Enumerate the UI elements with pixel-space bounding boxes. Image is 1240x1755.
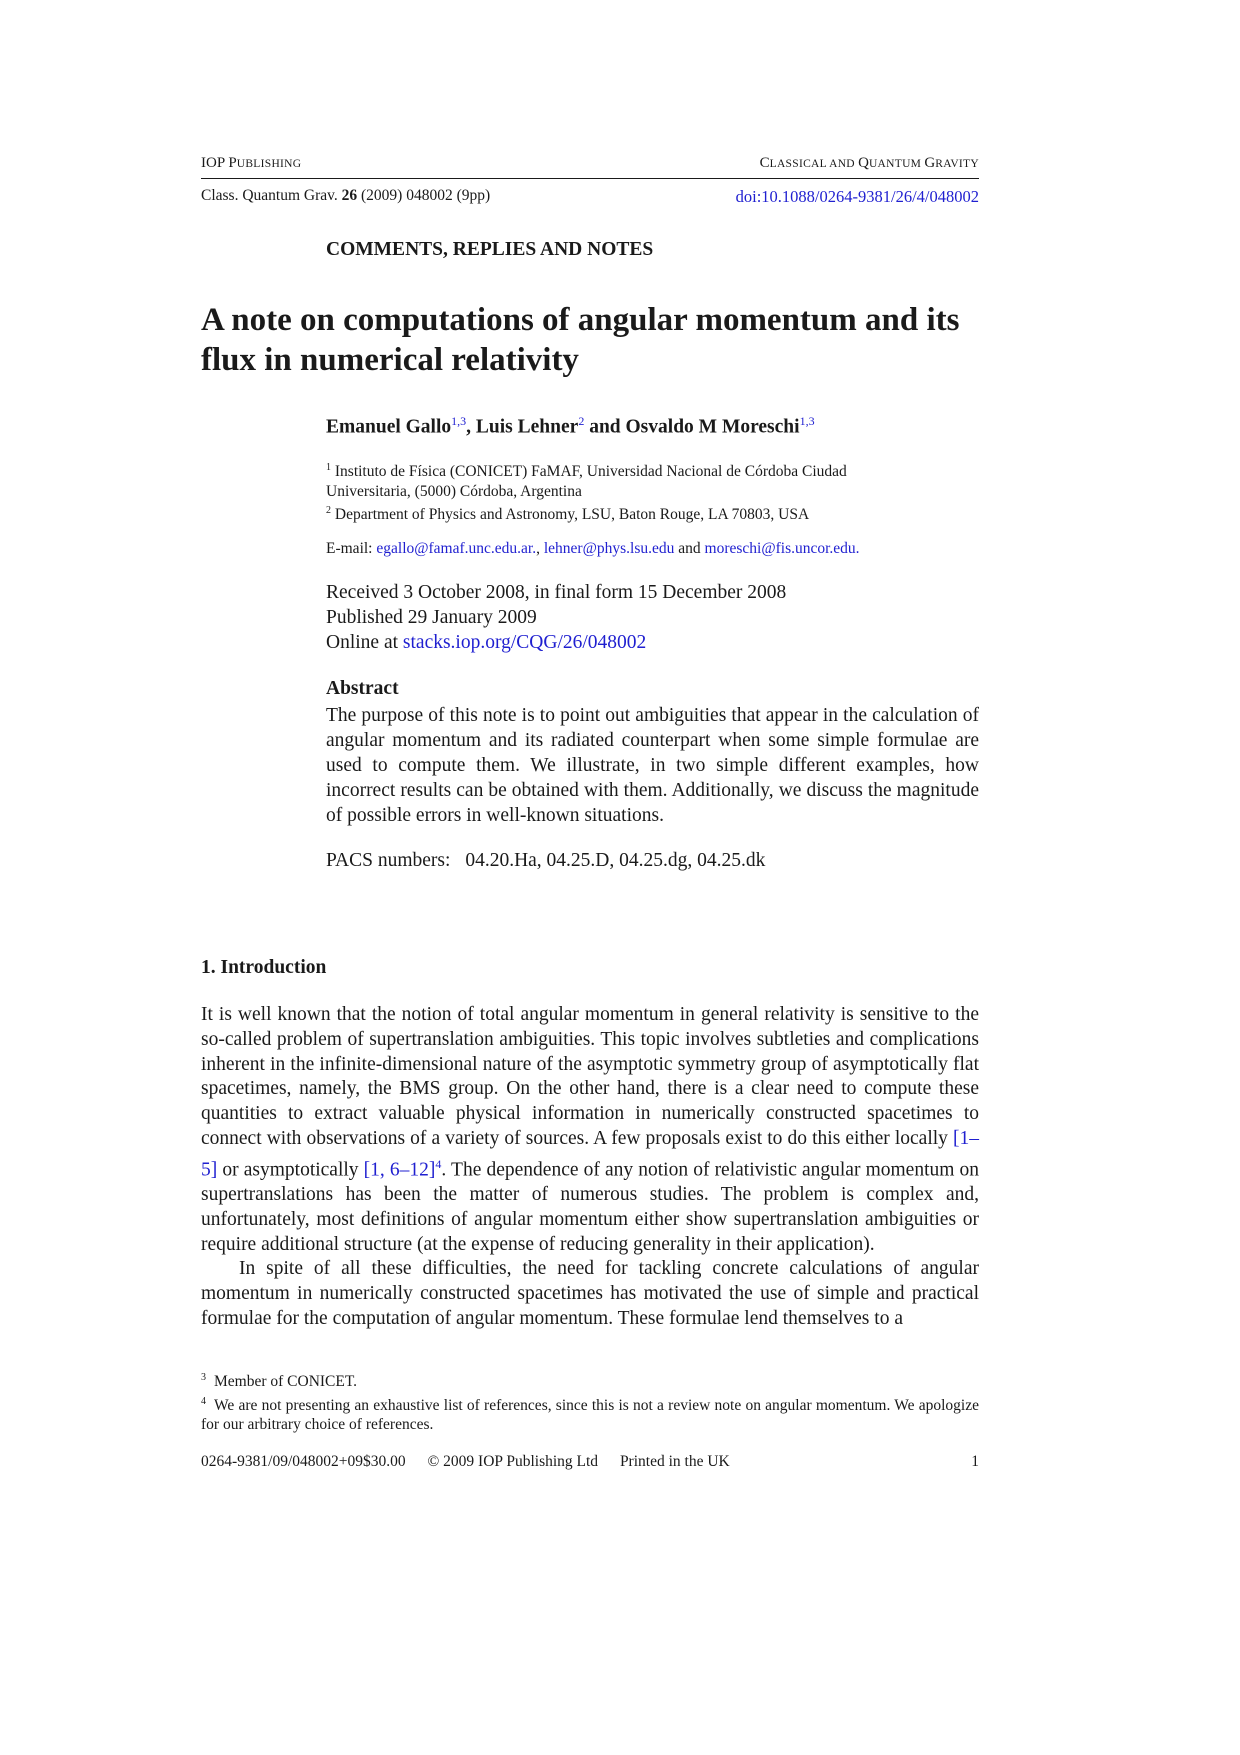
footnote: $^3$ Member of CONICET. bbox=[201, 1372, 358, 1391]
author-name: Osvaldo M Moreschi bbox=[625, 416, 800, 438]
doi-link[interactable]: doi:10.1088/0264-9381/26/4/048002 bbox=[735, 187, 979, 206]
paragraph: In spite of all these difficulties, the need for tackling concrete calculations of angular momentum in numerically constructed spacetimes has motivated the use of simple and practical formulae for the computation of angular momentum. These formulae lend themselves to a bbox=[201, 1258, 979, 1330]
printed-in: Printed in the UK bbox=[619, 1453, 730, 1470]
citation-link[interactable]: 6–12 bbox=[389, 1159, 429, 1181]
footnotes bbox=[201, 1368, 979, 1435]
footnote: $^4$ We are not presenting an exhaustive list of references, since this is not a review note on angular momentum. We apologize for our arbitrary choice of references. bbox=[201, 1395, 979, 1434]
publication-dates bbox=[326, 580, 786, 655]
citation-link[interactable]: 1 bbox=[370, 1159, 380, 1181]
footnote-mark[interactable]: 4 bbox=[435, 1156, 442, 1171]
article-type-label: COMMENTS, REPLIES AND NOTES bbox=[326, 239, 654, 260]
author-affil-mark[interactable]: 2 bbox=[578, 414, 585, 428]
affiliation: $^2$ Department of Physics and Astronomy, LSU, Baton Rouge, LA 70803, USA bbox=[326, 505, 810, 524]
page-number: 1 bbox=[971, 1453, 979, 1470]
affiliations bbox=[326, 458, 986, 525]
online-at: Online at stacks.iop.org/CQG/26/048002 bbox=[326, 632, 647, 653]
author-list: Emanuel Gallo$^{1,3}$, Luis Lehner$^2$ and Osvaldo M Moreschi$^{1,3}$ bbox=[326, 414, 815, 438]
received-date: Received 3 October 2008, in final form 15 December 2008 bbox=[326, 582, 787, 603]
email-link[interactable]: lehner@phys.lsu.edu bbox=[543, 540, 675, 557]
author-affil-mark[interactable]: 1,3 bbox=[451, 414, 467, 428]
introduction-body bbox=[201, 1003, 979, 1332]
email-line: E-mail: egallo@famaf.unc.edu.ar., lehner@phys.lsu.edu and moreschi@fis.uncor.edu. bbox=[326, 540, 860, 557]
copyright: © 2009 IOP Publishing Ltd bbox=[427, 1453, 599, 1470]
paper-title: A note on computations of angular momentum and its flux in numerical relativity bbox=[201, 302, 960, 378]
citation-link[interactable]: [ bbox=[363, 1159, 371, 1181]
affiliation: $^1$ Instituto de Física (CONICET) FaMAF, Universidad Nacional de Córdoba Ciudad Universitaria, (5000) Córdoba, Argentina bbox=[326, 462, 847, 500]
pacs-numbers: PACS numbers: 04.20.Ha, 04.25.D, 04.25.dg, 04.25.dk bbox=[326, 850, 766, 871]
citation-line bbox=[201, 187, 979, 211]
online-link[interactable]: stacks.iop.org/CQG/26/048002 bbox=[402, 632, 647, 653]
journal-citation: Class. Quantum Grav. 26 (2009) 048002 (9pp) bbox=[201, 187, 491, 204]
email-link[interactable]: egallo@famaf.unc.edu.ar. bbox=[376, 540, 537, 557]
citation-link[interactable]: ] bbox=[428, 1159, 436, 1181]
author-name: Luis Lehner bbox=[475, 416, 579, 438]
author-name: Emanuel Gallo bbox=[326, 416, 452, 438]
journal-name: CLASSICAL AND QUANTUM GRAVITY bbox=[759, 155, 979, 171]
page-footer bbox=[201, 1453, 979, 1475]
section-heading: 1. Introduction bbox=[201, 957, 327, 978]
running-head bbox=[201, 154, 979, 179]
citation-link[interactable]: [1–5] bbox=[201, 1127, 979, 1181]
article-code: 0264-9381/09/048002+09$30.00 bbox=[201, 1453, 406, 1470]
author-affil-mark[interactable]: 1,3 bbox=[799, 414, 815, 428]
paragraph: It is well known that the notion of total angular momentum in general relativity is sensitive to the so-called problem of supertranslation ambiguities. This topic involves subtleties and complications inherent in the infinite-dimensional nature of the asymptotic symmetry group of asymptotically flat spacetimes, namely, the BMS group. On the other hand, there is a clear need to compute these quantities to extract valuable physical information in numerically constructed spacetimes to connect with observations of a variety of sources. A few proposals exist to do this either locally [1–5] or asymptotically [1, 6–12]$^4$. The dependence of any notion of relativistic angular momentum on supertranslations has been the matter of numerous studies. The problem is complex and, unfortunately, most definitions of angular momentum either show supertranslation ambiguities or require additional structure (at the expense of reducing generality in their application). bbox=[201, 1004, 980, 1255]
abstract-heading: Abstract bbox=[326, 678, 399, 699]
abstract-text: The purpose of this note is to point out ambiguities that appear in the calculation of angular momentum and its radiated counterpart when some simple formulae are used to compute them. We illustrate, in two simple different examples, how incorrect results can be obtained with them. Additionally, we discuss the magnitude of possible errors in well-known situations. bbox=[326, 705, 979, 826]
publisher-name: IOP PUBLISHING bbox=[201, 155, 302, 171]
email-link[interactable]: moreschi@fis.uncor.edu. bbox=[704, 540, 860, 557]
citation-link[interactable]: , bbox=[379, 1159, 390, 1181]
published-date: Published 29 January 2009 bbox=[326, 607, 537, 628]
